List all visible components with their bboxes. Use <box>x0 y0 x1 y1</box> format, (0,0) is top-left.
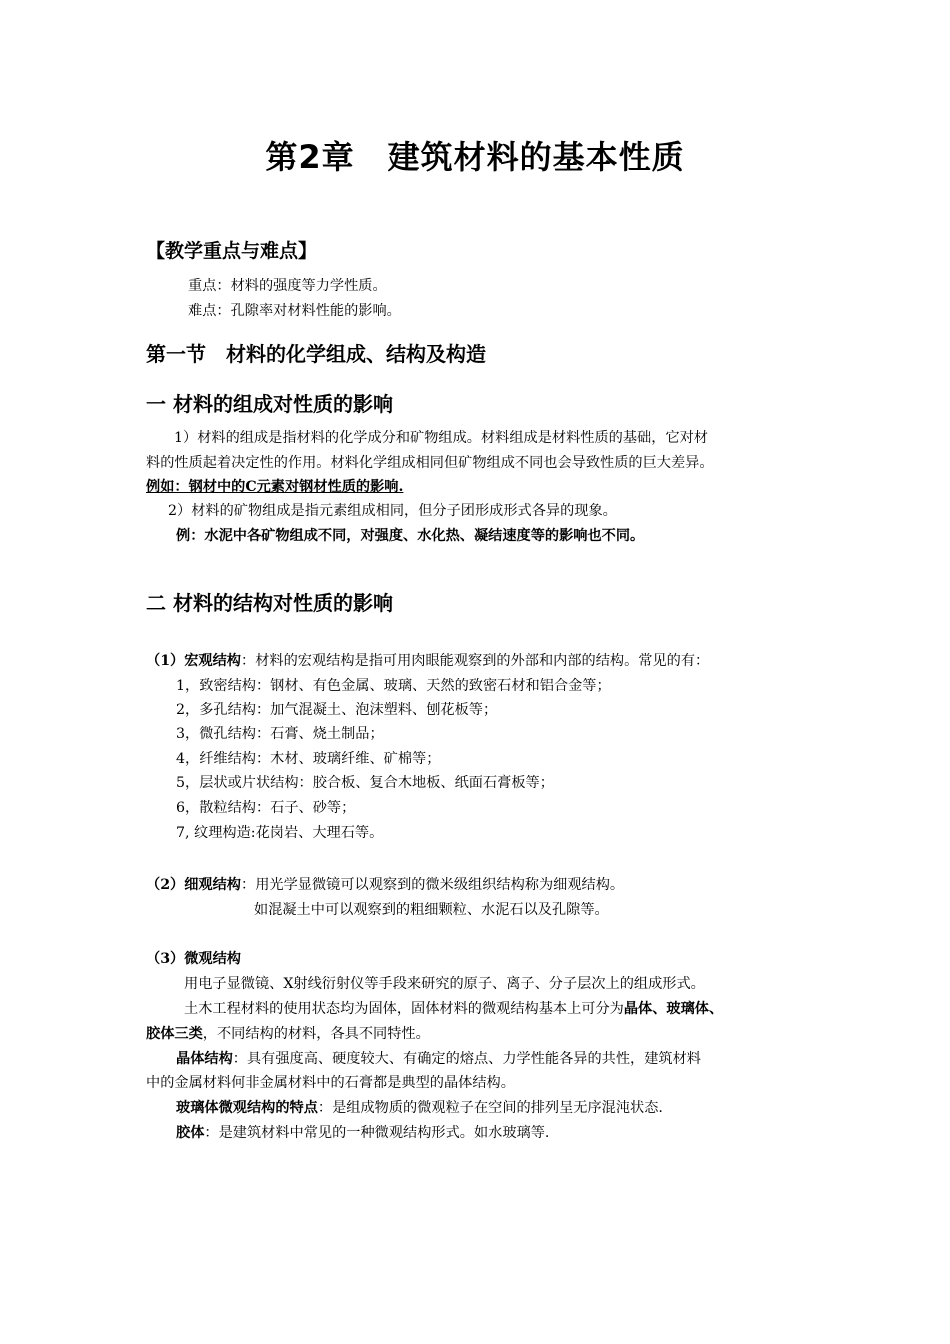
micro-structure-line2-bold: 晶体、玻璃体、 <box>623 1001 724 1017</box>
difficulty-point: 难点：孔隙率对材料性能的影响。 <box>188 303 401 319</box>
micro-structure-line2-text: 土木工程材料的使用状态均为固体，固体材料的微观结构基本上可分为 <box>184 1001 624 1017</box>
chapter-title: 第2章 建筑材料的基本性质 <box>265 138 685 176</box>
list-item: 7, 纹理构造:花岗岩、大理石等。 <box>176 825 384 841</box>
macro-structure-label: （1）宏观结构 <box>146 653 241 669</box>
list-item: 3，微孔结构：石膏、烧土制品； <box>176 726 384 742</box>
fine-structure-example: 如混凝土中可以观察到的粗细颗粒、水泥石以及孔隙等。 <box>254 902 609 918</box>
subsection-heading-composition: 一 材料的组成对性质的影响 <box>146 392 393 416</box>
colloid-label: 胶体 <box>176 1125 205 1141</box>
glass-structure-paragraph <box>176 1096 663 1120</box>
micro-structure-line3-bold: 胶体三类 <box>146 1026 203 1042</box>
fine-structure-paragraph <box>146 873 624 897</box>
micro-structure-line2 <box>184 997 723 1021</box>
focus-point: 重点：材料的强度等力学性质。 <box>188 278 387 294</box>
list-item: 6，散粒结构：石子、砂等； <box>176 800 356 816</box>
fine-structure-text: ：用光学显微镜可以观察到的微米级组织结构称为细观结构。 <box>241 877 625 893</box>
macro-structure-paragraph <box>146 649 709 673</box>
subsection-heading-structure: 二 材料的结构对性质的影响 <box>146 591 393 615</box>
example-carbon: 例如：钢材中的C元素对钢材性质的影响. <box>146 479 404 495</box>
list-item: 5，层状或片状结构：胶合板、复合木地板、纸面石膏板等； <box>176 775 554 791</box>
example-cement: 例：水泥中各矿物组成不同，对强度、水化热、凝结速度等的影响也不同。 <box>176 528 645 544</box>
paragraph-mineral: 2）材料的矿物组成是指元素组成相同，但分子团形成形式各异的现象。 <box>168 503 617 519</box>
micro-structure-label: （3）微观结构 <box>146 951 241 967</box>
micro-structure-line3 <box>146 1022 430 1046</box>
colloid-paragraph <box>176 1121 549 1145</box>
macro-structure-text: ：材料的宏观结构是指可用肉眼能观察到的外部和内部的结构。常见的有： <box>241 653 710 669</box>
paragraph-composition-line1: 1）材料的组成是指材料的化学成分和矿物组成。材料组成是材料性质的基础，它对材 <box>174 430 708 446</box>
crystal-structure-text: ：具有强度高、硬度较大、有确定的熔点、力学性能各异的共性，建筑材料 <box>232 1051 701 1067</box>
crystal-structure-label: 晶体结构 <box>176 1051 233 1067</box>
list-item: 4，纤维结构：木材、玻璃纤维、矿棉等； <box>176 751 441 767</box>
list-item: 2，多孔结构：加气混凝土、泡沫塑料、刨花板等； <box>176 702 498 718</box>
glass-structure-text: ：是组成物质的微观粒子在空间的排列呈无序混沌状态. <box>317 1100 663 1116</box>
crystal-structure-line1 <box>176 1047 701 1071</box>
list-item: 1，致密结构：钢材、有色金属、玻璃、天然的致密石材和铝合金等； <box>176 678 611 694</box>
fine-structure-label: （2）细观结构 <box>146 877 241 893</box>
section-heading: 第一节 材料的化学组成、结构及构造 <box>146 342 486 366</box>
crystal-structure-line2: 中的金属材料何非金属材料中的石膏都是典型的晶体结构。 <box>146 1075 515 1091</box>
paragraph-composition-line2: 料的性质起着决定性的作用。材料化学组成相同但矿物组成不同也会导致性质的巨大差异。 <box>146 455 714 471</box>
micro-structure-line1: 用电子显微镜、X射线衍射仪等手段来研究的原子、离子、分子层次上的组成形式。 <box>184 976 705 992</box>
micro-structure-line3-text: ，不同结构的材料，各具不同特性。 <box>202 1026 430 1042</box>
key-points-heading: 【教学重点与难点】 <box>146 240 318 262</box>
colloid-text: ：是建筑材料中常见的一种微观结构形式。如水玻璃等. <box>204 1125 550 1141</box>
glass-structure-label: 玻璃体微观结构的特点 <box>176 1100 318 1116</box>
